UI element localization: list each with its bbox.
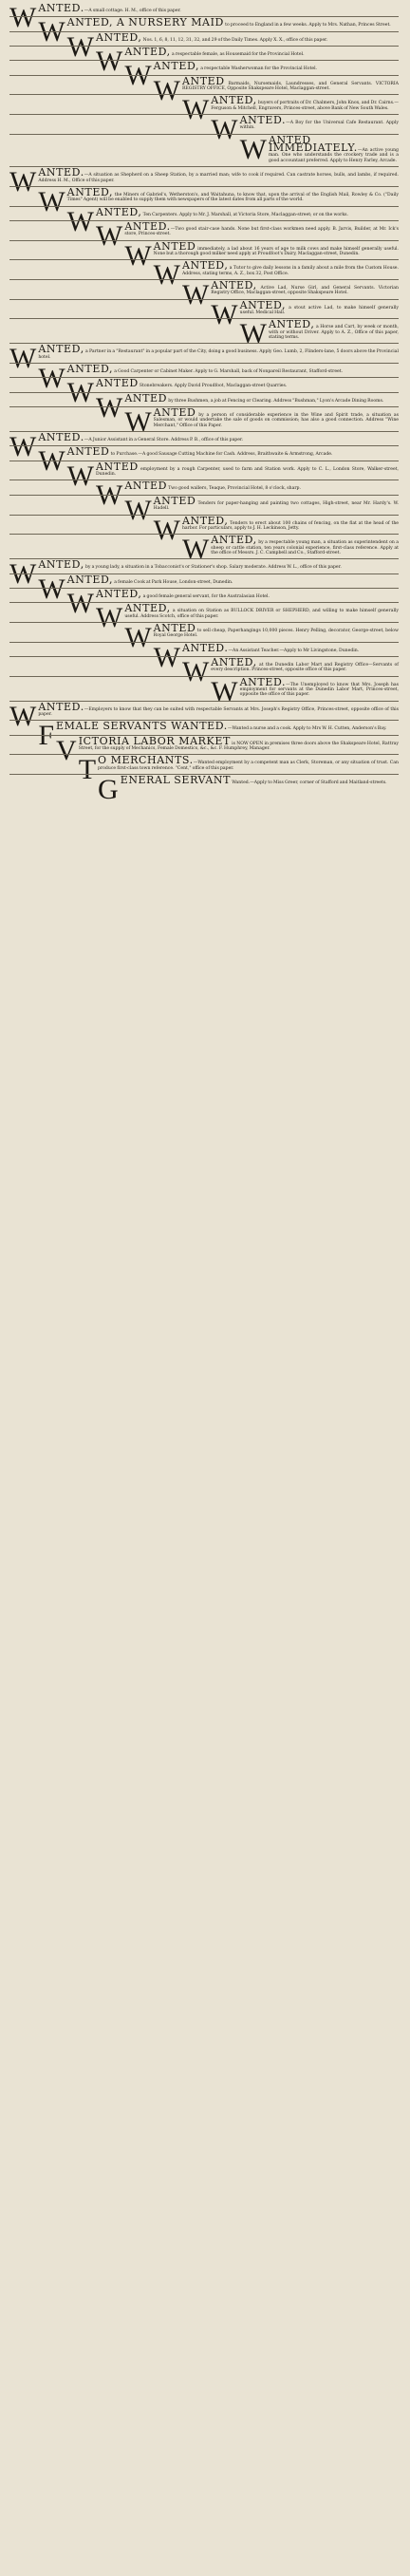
drop-cap: W bbox=[9, 166, 37, 198]
drop-cap: W bbox=[153, 259, 180, 291]
ad-body-text: buyers of portraits of Dr. Chalmers, John Knox, and Dr. Cairns.—Ferguson & Mitchell, Engravers, Princes-street, above Bank of New South Wales. bbox=[211, 101, 399, 111]
ad-headword: ANTED, bbox=[211, 94, 257, 107]
drop-cap: W bbox=[181, 94, 210, 126]
ad-headword: ANTED. bbox=[239, 114, 287, 127]
ad-body-text: Stonebreakers. Apply David Proudfoot, Maclaggan-street Quarries. bbox=[138, 384, 288, 389]
ad-headword: ANTED bbox=[181, 74, 225, 87]
drop-cap: W bbox=[66, 587, 94, 619]
ad-headword: ANTED, bbox=[181, 259, 229, 273]
ad-body-text: Active Lad, Nurse Girl, and General Servants. Victorian Registry Office, Maclaggan-street, opposite Shakspeare Hotel. bbox=[211, 285, 399, 296]
ad-body-text: Tenders to erect about 100 chains of fencing, on the flat at the head of the harbor. For particulars, apply to J. H. Leckinson, Jetty. bbox=[181, 520, 399, 531]
drop-cap: W bbox=[239, 318, 267, 350]
ad-body-text: Barmaids, Nursemaids, Laundresses, and General Servants. VICTORIA REGISTRY OFFICE, Opposite Shakspeare Hotel, Maclaggan-street. bbox=[181, 81, 399, 92]
drop-cap: W bbox=[124, 239, 152, 272]
ad-headword: ANTED, bbox=[211, 278, 257, 291]
ad-headword: ANTED. bbox=[38, 700, 84, 713]
ad-headword: ANTED, A NURSERY MAID bbox=[66, 16, 224, 29]
ad-headword: ANTED, bbox=[239, 298, 287, 311]
ad-body-text: Wanted.—Apply to Miss Greer, corner of Stafford and Maitland-streets. bbox=[231, 780, 387, 786]
drop-cap: W bbox=[181, 278, 210, 310]
ad-body-text: —An active young man. One who understands the crockery trade and is a good accountant preferred. Apply to Henry Farley, Arcade. bbox=[268, 148, 399, 163]
drop-cap: W bbox=[95, 391, 123, 423]
ad-body-text: a female Cook at Park House, London-street, Dunedin. bbox=[113, 579, 233, 585]
drop-cap: W bbox=[153, 74, 180, 106]
ad-headword: ANTED bbox=[124, 391, 168, 404]
ad-body-text: Two good wallers, Teaque, Provincial Hotel, 8 o'clock, sharp. bbox=[167, 486, 301, 492]
ad-body-text: to Purchase.—A good Sausage Cutting Machine for Cash. Address, Braithwaite & Armstrong, Arcade. bbox=[109, 452, 333, 458]
ad-body-text: a stout active Lad, to make himself generally useful. Medical Hall. bbox=[239, 305, 399, 315]
ad-headword: ANTED. bbox=[181, 641, 229, 654]
ad-body-text: a Horse and Cart, by week or month, with or without Driver. Apply to A. Z., Office of this paper, stating terms. bbox=[268, 325, 399, 340]
ad-body-text: by three Bushmen, a job at Fencing or Clearing. Address "Bushman," Lyon's Arcade Dining Rooms. bbox=[167, 398, 384, 404]
ad-headword: ANTED bbox=[153, 494, 196, 507]
drop-cap: W bbox=[9, 2, 37, 33]
ad-headword: ANTED, bbox=[95, 30, 142, 44]
drop-cap: W bbox=[124, 60, 152, 92]
classified-ad bbox=[9, 534, 399, 566]
ad-headword: ANTED bbox=[153, 621, 196, 634]
classified-ad bbox=[9, 318, 399, 350]
ad-body-text: Nos. 1, 6, 8, 11, 12, 31, 32, and 29 of the Daily Times. Apply X. X., office of this paper. bbox=[141, 37, 328, 43]
ad-body-text: to proceed to England in a few weeks. Apply to Mrs. Nathan, Princes Street. bbox=[223, 23, 391, 28]
ad-body-text: —Wanted a nurse and a cook. Apply to Mrs W. H. Cutten, Anderson's Bay. bbox=[227, 726, 387, 732]
ad-body-text: —A Boy for the Universal Cafe Restaurant. Apply within. bbox=[239, 121, 399, 131]
ad-headword: ANTED, bbox=[66, 185, 114, 198]
ad-body-text: a Tutor to give daily lessons in a family about a mile from the Custom House. Address, stating terms, A. Z., box 32, Post Office. bbox=[181, 266, 399, 276]
ad-body-text: —The Unemployed to know that Mrs. Joseph has employment for servants at the Dunedin Labor Mart, Princes-street, opposite the office of this paper. bbox=[239, 682, 399, 698]
ad-headword: ANTED. bbox=[124, 219, 171, 233]
ad-body-text: by a person of considerable experience in the Wine and Spirit trade, a situation as Salesman, or would undertake the sale of goods on commission; has also a good connection. Address "Wine Merchant," Office of this Paper. bbox=[153, 413, 399, 428]
drop-cap: W bbox=[66, 460, 94, 492]
drop-cap: W bbox=[124, 406, 152, 439]
drop-cap: W bbox=[211, 298, 238, 330]
ad-headword: ANTED. bbox=[38, 431, 84, 444]
ad-body-text: at the Dunedin Labor Mart and Registry Office—Servants of every description. Princes-street, opposite office of this paper. bbox=[211, 662, 399, 673]
ad-body-text: employment by a rough Carpenter, used to farm and Station work. Apply to C. L., London Store, Walker-street, Dunedin. bbox=[95, 466, 399, 478]
drop-cap: W bbox=[124, 494, 152, 526]
ad-headword: ANTED, bbox=[95, 587, 142, 600]
ad-headword: EMALE SERVANTS WANTED. bbox=[56, 720, 228, 733]
drop-cap: W bbox=[38, 185, 65, 217]
drop-cap: W bbox=[38, 16, 65, 48]
drop-cap: W bbox=[38, 363, 65, 395]
ad-headword: ANTED bbox=[153, 239, 196, 253]
ad-headword: ANTED, bbox=[153, 60, 200, 73]
ad-headword: ANTED bbox=[153, 406, 196, 420]
ad-body-text: Tenders for paper-hanging and painting two cottages, High-street, near Mr. Hardy's. W. Hadell. bbox=[153, 500, 399, 512]
ad-body-text: —Wanted employment by a competent man as Clerk, Storeman, or any situation of trust. Can produce first-class town reference. "Cent," office of this paper. bbox=[98, 761, 400, 771]
ad-body-text: a Good Carpenter or Cabinet Maker. Apply to G. Marshall, back of Nonpareil Restaurant, Stafford-street. bbox=[113, 369, 344, 375]
drop-cap: W bbox=[38, 573, 65, 605]
ad-headword: ANTED, bbox=[66, 363, 114, 376]
ad-body-text: Ten Carpenters. Apply to Mr. J. Marshall, at Victoria Store, Maclaggan-street; or on the works. bbox=[141, 212, 348, 217]
ad-body-text: immediately, a lad about 16 years of age to milk cows and make himself generally useful. None but a thorough good milker need apply at Proudfoot's Dairy, Maclaggan-street, Dunedin. bbox=[153, 246, 399, 256]
ad-body-text: —A situation as Shepherd on a Sheep Station, by a married man; wife to cook if required. Can castrate horses, bulls, and lambs, if required. Address H. M., Office of this paper. bbox=[38, 173, 399, 183]
drop-cap: W bbox=[9, 558, 37, 591]
drop-cap: G bbox=[98, 774, 119, 806]
drop-cap: W bbox=[181, 534, 210, 566]
classified-ad bbox=[9, 774, 399, 806]
ad-body-text: is NOW OPEN in premises three doors above the Shakspeare Hotel, Rattray Street, for the supply of Mechanics, Female Domestics, &c., &c. F. Humphrey, Manager. bbox=[78, 741, 399, 752]
drop-cap: W bbox=[153, 514, 180, 546]
ad-headword: ANTED IMMEDIATELY. bbox=[268, 133, 358, 155]
ad-body-text: —Employers to know that they can be suited with respectable Servants at Mrs. Joseph's Registry Office, Princes-street, opposite office of this paper. bbox=[38, 706, 399, 718]
ad-headword: ANTED, bbox=[211, 534, 257, 547]
drop-cap: W bbox=[66, 377, 94, 409]
drop-cap: W bbox=[95, 602, 123, 634]
classified-ad bbox=[9, 298, 399, 330]
classified-ad bbox=[9, 514, 399, 546]
ad-body-text: by a young lady, a situation in a Tobacconist's or Stationer's shop. Salary moderate. Address W. L., office of this paper. bbox=[84, 565, 342, 571]
ad-body-text: by a respectable young man, a situation as superintendent on a sheep or cattle station, ten years colonial experience, first-class reference. Apply at the office of Messrs. J. C. Campbell and Co., Stafford-street. bbox=[211, 540, 399, 555]
ad-body-text: —A Junior Assistant in a General Store. Address P. B., office of this paper. bbox=[84, 438, 244, 443]
drop-cap: W bbox=[66, 30, 94, 63]
drop-cap: W bbox=[95, 219, 123, 252]
drop-cap: V bbox=[56, 734, 77, 766]
ad-headword: ANTED, bbox=[181, 514, 229, 527]
drop-cap: W bbox=[124, 621, 152, 653]
ad-headword: ANTED. bbox=[38, 166, 84, 179]
classified-ad bbox=[9, 406, 399, 439]
drop-cap: F bbox=[38, 720, 55, 752]
ad-headword: ANTED, bbox=[268, 318, 315, 331]
drop-cap: T bbox=[78, 754, 97, 786]
ad-body-text: a Partner in a "Restaurant" in a popular part of the City, doing a good business. Apply Geo. Lumb, 2, Flinders-lane, 5 doors above the Provincial hotel. bbox=[38, 349, 399, 360]
drop-cap: W bbox=[181, 655, 210, 687]
ad-headword: ANTED, bbox=[211, 655, 257, 668]
ad-headword: ANTED, bbox=[38, 343, 84, 356]
drop-cap: W bbox=[9, 700, 37, 732]
classified-ad bbox=[9, 675, 399, 707]
ad-headword: ICTORIA LABOR MARKET bbox=[78, 734, 231, 747]
ad-body-text: the Miners of Gabriel's, Wetherston's, and Waitahuna, to know that, upon the arrival of the English Mail, Rowley & Co. ("Daily Times" Agent) will be enabled to supply them with newspapers of the latest dates from all parts of the world. bbox=[66, 192, 399, 203]
classified-ad bbox=[9, 134, 399, 166]
drop-cap: W bbox=[95, 479, 123, 512]
ad-body-text: a good female general servant, for the Australasian Hotel. bbox=[141, 593, 270, 599]
ad-body-text: —An Assistant Teacher.—Apply to Mr Livingstone, Dunedin. bbox=[228, 648, 360, 653]
drop-cap: W bbox=[95, 46, 123, 78]
ad-headword: ENERAL SERVANT bbox=[120, 774, 232, 787]
drop-cap: W bbox=[153, 641, 180, 673]
ad-body-text: —A small cottage. H. M., office of this paper. bbox=[84, 9, 181, 13]
ad-headword: ANTED bbox=[124, 479, 168, 493]
drop-cap: W bbox=[211, 114, 238, 146]
drop-cap: W bbox=[66, 205, 94, 237]
drop-cap: W bbox=[239, 133, 267, 165]
ad-headword: ANTED, bbox=[124, 602, 171, 615]
ad-headword: ANTED. bbox=[38, 2, 84, 14]
ad-body-text: a situation on Station as BULLOCK DRIVER or SHEPHERD, and willing to make himself generally useful. Address Scotch, office of this paper. bbox=[124, 609, 399, 619]
drop-cap: W bbox=[9, 431, 37, 463]
ad-headword: ANTED, bbox=[124, 46, 171, 59]
ad-headword: ANTED bbox=[66, 445, 110, 459]
ad-headword: ANTED bbox=[95, 460, 139, 473]
ad-body-text: —Two good stair-case hands. None but first-class workmen need apply. B. Jarvis, Builder, at Mr. Ick's store, Princes-street. bbox=[124, 226, 399, 237]
drop-cap: W bbox=[9, 343, 37, 375]
ad-body-text: a respectable Washerwoman for the Provincial Hotel. bbox=[199, 66, 318, 72]
ad-body-text: a respectable female, as Housemaid for the Provincial Hotel. bbox=[170, 52, 305, 58]
ad-headword: ANTED, bbox=[66, 573, 114, 586]
ad-headword: ANTED, bbox=[95, 205, 142, 218]
drop-cap: W bbox=[211, 675, 238, 707]
ad-headword: ANTED. bbox=[239, 675, 287, 688]
drop-cap: W bbox=[38, 445, 65, 478]
ad-headword: ANTED, bbox=[38, 558, 84, 572]
ad-headword: O MERCHANTS. bbox=[98, 754, 194, 767]
ad-body-text: to sell cheap, Paperhangings 10,000 pieces. Henry Pelling, decorator, George-street, below Royal George Hotel. bbox=[153, 628, 399, 639]
classified-ad bbox=[9, 655, 399, 687]
ad-headword: ANTED bbox=[95, 377, 139, 390]
